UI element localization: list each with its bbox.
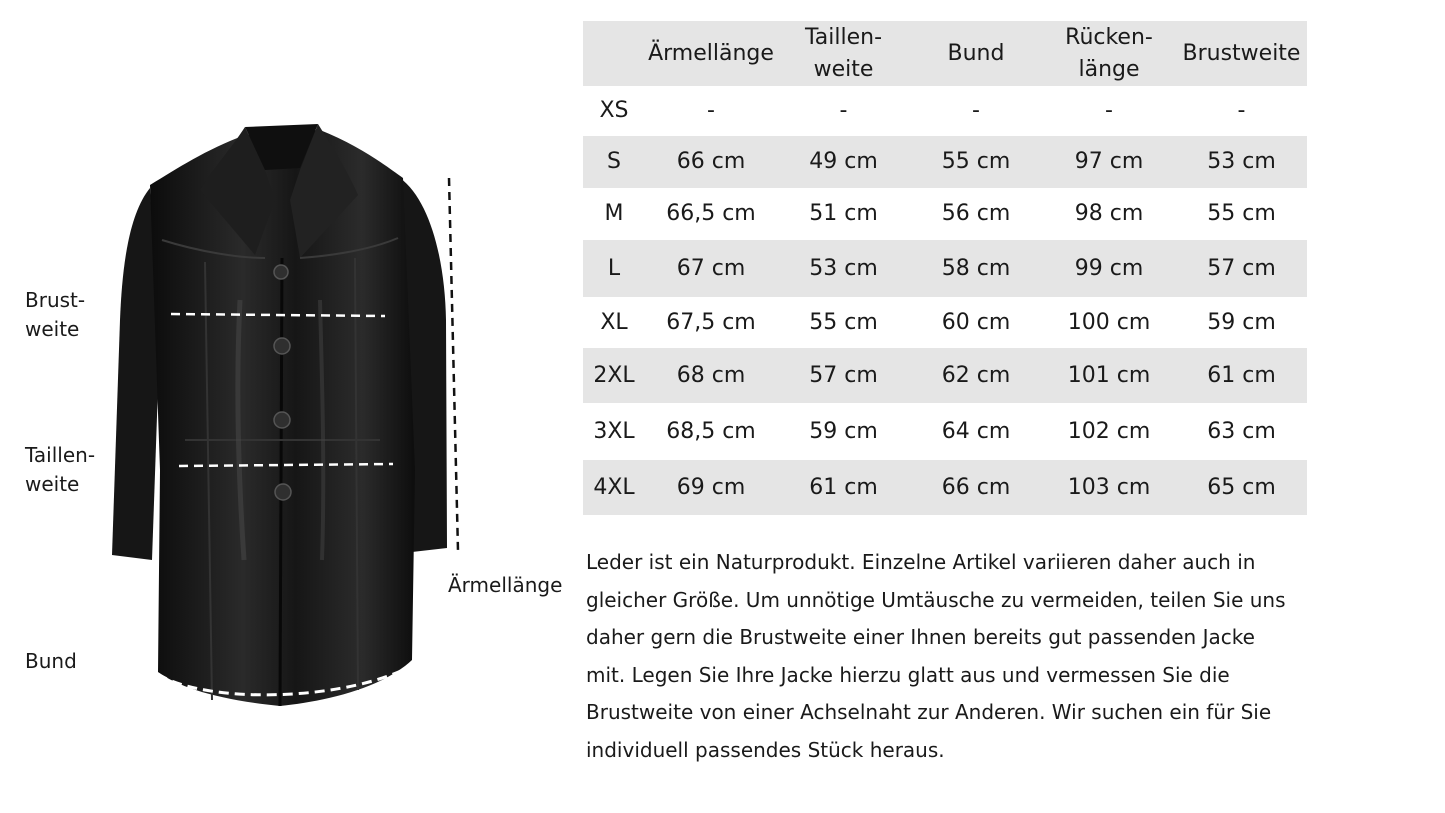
table-cell: 67 cm	[676, 255, 746, 281]
table-cell: 55 cm	[1207, 201, 1276, 226]
table-cell: 58 cm	[941, 255, 1011, 281]
table-cell: 101 cm	[1067, 362, 1151, 388]
table-cell: 56 cm	[941, 201, 1011, 226]
table-cell: 97 cm	[1074, 149, 1144, 174]
table-cell: 66 cm	[941, 474, 1011, 500]
notice-line: Brustweite von einer Achselnaht zur Anderen. Wir suchen ein für Sie	[586, 700, 1272, 724]
table-cell: 98 cm	[1074, 201, 1144, 226]
table-header-cell: Ärmellänge	[648, 40, 774, 66]
table-header-cell: Taillen- weite	[804, 24, 883, 82]
table-cell: 99 cm	[1074, 255, 1144, 281]
table-header-row	[583, 21, 1307, 86]
notice-line: Leder ist ein Naturprodukt. Einzelne Artikel variieren daher auch in	[586, 550, 1256, 574]
size-cell: XS	[599, 98, 629, 123]
table-row	[583, 460, 1307, 515]
table-cell: -	[1237, 98, 1246, 123]
table-cell: 59 cm	[809, 418, 878, 444]
notice-line: gleicher Größe. Um unnötige Umtäusche zu vermeiden, teilen Sie uns	[586, 587, 1286, 612]
table-header-cell: Rücken- länge	[1065, 24, 1153, 82]
table-cell: 51 cm	[809, 201, 878, 226]
size-cell: 4XL	[593, 474, 635, 500]
table-cell: 55 cm	[941, 149, 1011, 174]
hem-label: Bund	[25, 649, 77, 673]
size-cell: S	[607, 149, 621, 174]
table-header-cell: Brustweite	[1182, 40, 1301, 66]
table-cell: -	[839, 98, 848, 123]
table-cell: 62 cm	[941, 362, 1011, 388]
table-cell: 60 cm	[941, 309, 1011, 335]
table-cell: 68,5 cm	[666, 418, 756, 444]
size-cell: 2XL	[593, 362, 635, 388]
table-row	[583, 297, 1307, 348]
sleeve-length-label: Ärmellänge	[448, 573, 563, 597]
coat-body	[112, 124, 447, 706]
waist-width-label: Taillen- weite	[25, 443, 96, 496]
table-row	[583, 403, 1307, 460]
table-cell: 64 cm	[941, 418, 1011, 444]
chest-width-label: Brust- weite	[25, 288, 86, 341]
notice-line: mit. Legen Sie Ihre Jacke hierzu glatt aus und vermessen Sie die	[586, 662, 1230, 687]
table-cell: 69 cm	[676, 474, 746, 500]
table-row	[583, 348, 1307, 403]
notice-line: individuell passendes Stück heraus.	[586, 737, 945, 762]
size-cell: L	[607, 255, 621, 281]
table-cell: 63 cm	[1207, 418, 1276, 444]
table-cell: 53 cm	[809, 255, 878, 281]
table-cell: 66 cm	[676, 149, 746, 174]
table-cell: 65 cm	[1207, 474, 1276, 500]
size-table	[583, 21, 1307, 515]
table-cell: 57 cm	[1207, 255, 1276, 281]
table-cell: 57 cm	[809, 362, 878, 388]
size-cell: M	[604, 201, 624, 226]
table-cell: 53 cm	[1207, 149, 1276, 174]
table-cell: 67,5 cm	[666, 309, 756, 335]
table-cell: -	[1105, 98, 1113, 123]
coat-illustration	[100, 115, 480, 725]
size-cell: XL	[600, 309, 628, 335]
table-cell: -	[707, 98, 715, 123]
table-cell: 61 cm	[809, 474, 878, 500]
table-cell: 59 cm	[1207, 309, 1276, 335]
table-cell: 68 cm	[676, 362, 746, 388]
table-cell: 55 cm	[809, 309, 878, 335]
table-cell: 103 cm	[1067, 474, 1151, 500]
notice-line: daher gern die Brustweite einer Ihnen bereits gut passenden Jacke	[586, 625, 1255, 649]
table-header-cell: Bund	[947, 40, 1005, 66]
table-row	[583, 188, 1307, 240]
sleeve-measure-line	[449, 178, 458, 551]
table-row	[583, 136, 1307, 188]
table-row	[583, 86, 1307, 136]
table-cell: 102 cm	[1067, 418, 1151, 444]
size-cell: 3XL	[593, 418, 635, 444]
leather-notice	[586, 544, 1306, 769]
table-cell: 100 cm	[1067, 309, 1151, 335]
table-cell: -	[972, 98, 980, 123]
table-cell: 61 cm	[1207, 362, 1276, 388]
table-cell: 49 cm	[809, 149, 878, 174]
table-cell: 66,5 cm	[666, 201, 756, 226]
table-row	[583, 240, 1307, 297]
